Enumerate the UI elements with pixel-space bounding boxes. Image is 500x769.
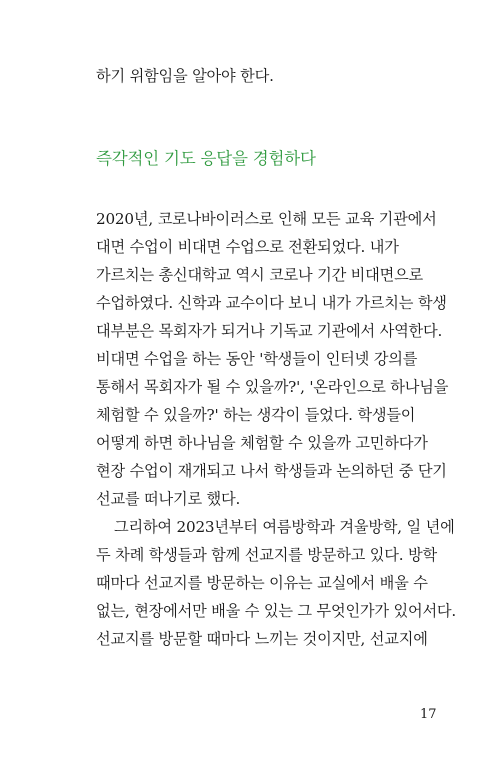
paragraph-line: 가르치는 총신대학교 역시 코로나 기간 비대면으로 <box>96 266 424 284</box>
paragraph-line: 대면 수업이 비대면 수업으로 전환되었다. 내가 <box>96 238 399 256</box>
paragraph-line: 어떻게 하면 하나님을 체험할 수 있을까 고민하다가 <box>96 434 428 452</box>
paragraph-line: 통해서 목회자가 될 수 있을까?', '온라인으로 하나님을 <box>96 378 449 396</box>
intro-text-line: 하기 위함임을 알아야 한다. <box>96 67 274 85</box>
paragraph-line: 체험할 수 있을까?' 하는 생각이 들었다. 학생들이 <box>96 406 416 424</box>
paragraph-line: 그리하여 2023년부터 여름방학과 겨울방학, 일 년에 <box>114 518 455 536</box>
paragraph-line: 선교지를 방문할 때마다 느끼는 것이지만, 선교지에 <box>96 630 428 648</box>
paragraph-line: 2020년, 코로나바이러스로 인해 모든 교육 기관에서 <box>96 210 437 228</box>
paragraph-line: 수업하였다. 신학과 교수이다 보니 내가 가르치는 학생 <box>96 294 447 312</box>
paragraph-line: 비대면 수업을 하는 동안 '학생들이 인터넷 강의를 <box>96 350 418 368</box>
paragraph-line: 현장 수업이 재개되고 나서 학생들과 논의하던 중 단기 <box>96 462 447 480</box>
paragraph-line: 없는, 현장에서만 배울 수 있는 그 무엇인가가 있어서다. <box>96 602 457 620</box>
page-number: 17 <box>420 707 437 722</box>
section-heading: 즉각적인 기도 응답을 경험하다 <box>96 149 316 168</box>
paragraph-line: 대부분은 목회자가 되거나 기독교 기관에서 사역한다. <box>96 322 443 340</box>
paragraph-line: 두 차례 학생들과 함께 선교지를 방문하고 있다. 방학 <box>96 546 437 564</box>
paragraph-line: 선교를 떠나기로 했다. <box>96 490 241 508</box>
paragraph-line: 때마다 선교지를 방문하는 이유는 교실에서 배울 수 <box>96 574 428 592</box>
